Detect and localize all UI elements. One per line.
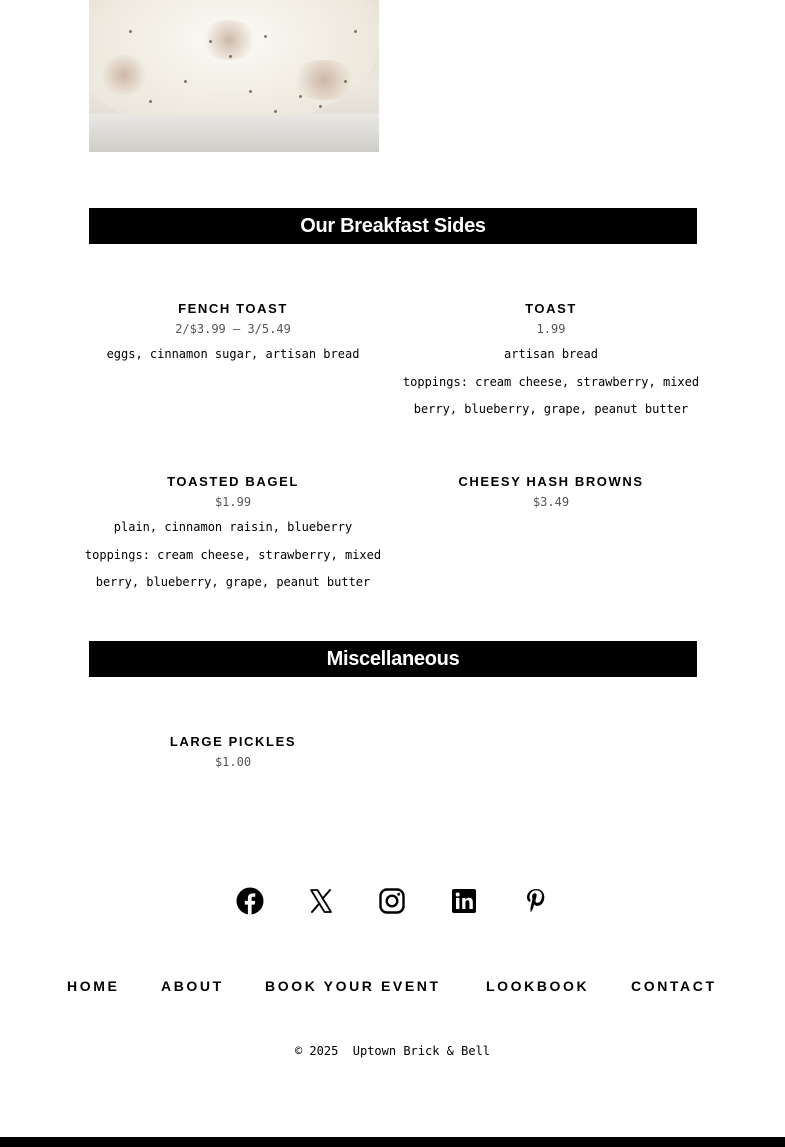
food-photo: [89, 0, 379, 152]
menu-item-toast: [401, 300, 701, 424]
menu-item-large-pickles: [83, 733, 383, 773]
item-name: LARGE PICKLES: [169, 734, 297, 749]
item-description: eggs, cinnamon sugar, artisan bread: [106, 347, 360, 361]
item-name: TOASTED BAGEL: [167, 474, 299, 489]
linkedin-icon[interactable]: [449, 886, 479, 916]
menu-item-toasted-bagel: [83, 473, 383, 597]
item-name: CHEESY HASH BROWNS: [458, 474, 644, 489]
section-title: Our Breakfast Sides: [300, 215, 486, 237]
item-price: $3.49: [532, 495, 570, 509]
social-links: [0, 886, 785, 916]
facebook-icon[interactable]: [235, 886, 265, 916]
nav-home-link[interactable]: HOME: [67, 978, 120, 994]
nav-book-your-event-link[interactable]: BOOK YOUR EVENT: [265, 978, 441, 994]
nav-about-link[interactable]: ABOUT: [161, 978, 224, 994]
nav-lookbook-link[interactable]: LOOKBOOK: [486, 978, 590, 994]
footer-bar: [0, 1137, 785, 1147]
item-price: $1.99: [214, 495, 252, 509]
menu-item-cheesy-hash-browns: [401, 473, 701, 513]
menu-item-french-toast: [83, 300, 383, 369]
item-price: 2/$3.99 – 3/5.49: [175, 322, 291, 336]
x-icon[interactable]: [306, 886, 336, 916]
item-description: artisan bread toppings: cream cheese, strawberry, mixed berry, blueberry, grape, peanut butter: [402, 347, 700, 416]
section-header-breakfast-sides: [89, 208, 697, 244]
item-name: TOAST: [525, 301, 577, 316]
footer-nav: [0, 975, 785, 997]
section-title: Miscellaneous: [326, 648, 460, 670]
copyright-text: © 2025 Uptown Brick & Bell: [294, 1044, 491, 1058]
item-price: $1.00: [214, 755, 252, 769]
item-description: plain, cinnamon raisin, blueberry toppings: cream cheese, strawberry, mixed berry, blueberry, grape, peanut butter: [84, 520, 382, 589]
pinterest-icon[interactable]: [521, 886, 551, 916]
item-price: 1.99: [536, 322, 566, 336]
nav-contact-link[interactable]: CONTACT: [631, 978, 717, 994]
instagram-icon[interactable]: [377, 886, 407, 916]
item-name: FENCH TOAST: [178, 301, 288, 316]
section-header-miscellaneous: [89, 641, 697, 677]
